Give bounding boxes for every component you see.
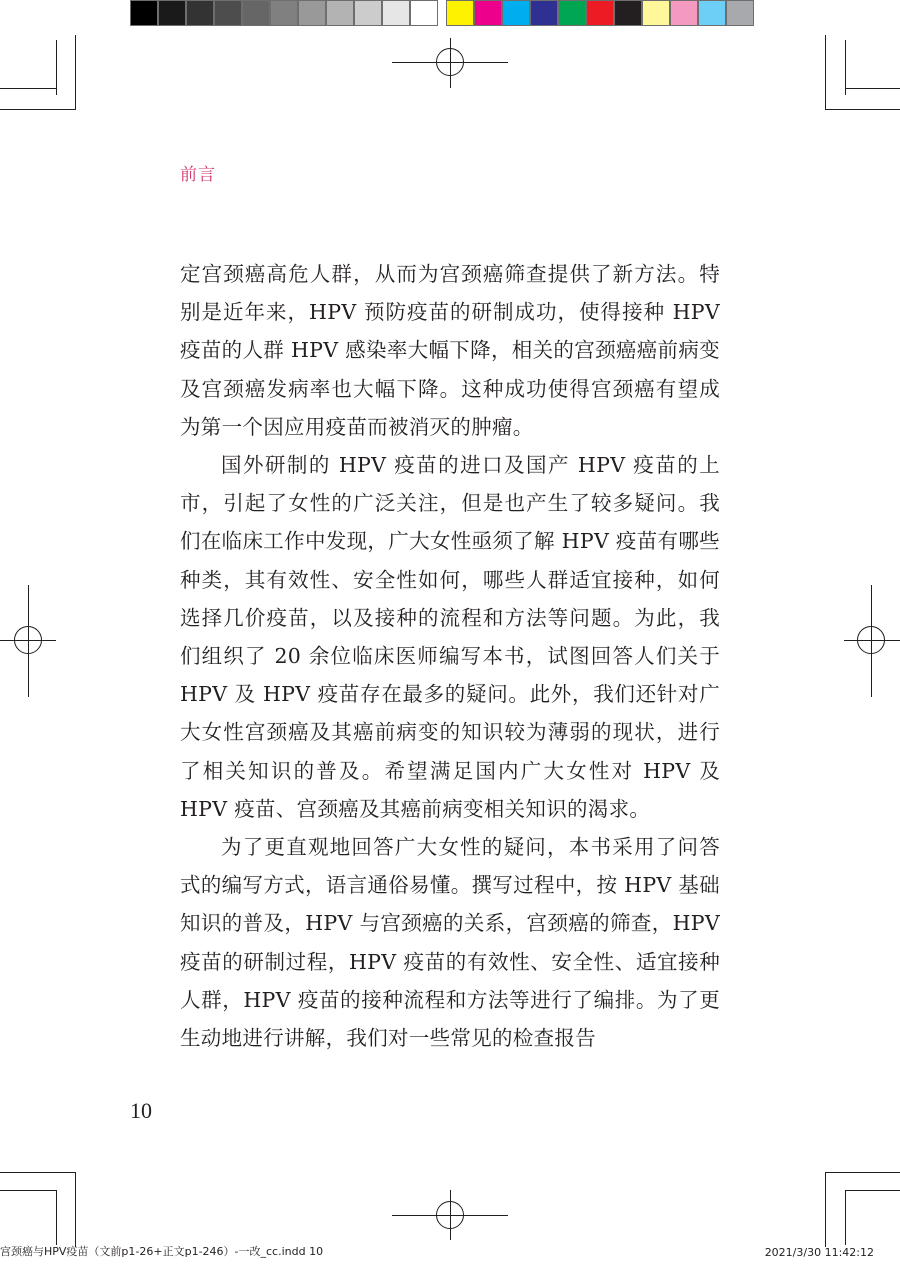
crop-mark [0, 88, 56, 89]
crop-mark [845, 88, 900, 89]
registration-circle [14, 626, 42, 654]
crop-mark [845, 40, 846, 95]
registration-circle [857, 626, 885, 654]
crop-mark [0, 1172, 75, 1173]
crop-mark [56, 1190, 57, 1245]
process-color-patch [586, 0, 614, 26]
process-color-patch [726, 0, 754, 26]
crop-mark [845, 1190, 900, 1191]
process-color-patch [502, 0, 530, 26]
crop-mark [75, 35, 76, 110]
slug-datetime: 2021/3/30 11:42:12 [764, 1246, 874, 1259]
gray-color-patch [186, 0, 214, 26]
crop-mark [825, 35, 826, 110]
crop-mark [0, 1190, 56, 1191]
gray-color-patch [382, 0, 410, 26]
gray-color-patch [354, 0, 382, 26]
crop-mark [56, 40, 57, 95]
running-head: 前言 [180, 165, 216, 185]
process-color-patch [642, 0, 670, 26]
paragraph: 定宫颈癌高危人群，从而为宫颈癌筛查提供了新方法。特别是近年来，HPV 预防疫苗的研制成功，使得接种 HPV 疫苗的人群 HPV 感染率大幅下降，相关的宫颈癌癌前病变及宫颈癌发病率也大幅下降。这种成功使得宫颈癌有望成为第一个因应用疫苗而被消灭的肿瘤。 [180, 262, 720, 439]
process-color-patch [474, 0, 502, 26]
process-color-patch [614, 0, 642, 26]
print-color-bar [130, 0, 754, 30]
gray-color-patch [410, 0, 438, 26]
process-color-patch [698, 0, 726, 26]
registration-circle [436, 48, 464, 76]
slug-file-info: 宫颈癌与HPV疫苗（文前p1-26+正文p1-246）-一改_cc.indd 10 [0, 1245, 324, 1258]
gray-color-patch [242, 0, 270, 26]
gray-color-patch [214, 0, 242, 26]
process-color-patch [670, 0, 698, 26]
gray-color-patch [158, 0, 186, 26]
color-bar-gap [438, 0, 446, 30]
process-color-patch [530, 0, 558, 26]
gray-color-patch [130, 0, 158, 26]
gray-color-patch [326, 0, 354, 26]
registration-circle [436, 1201, 464, 1229]
crop-mark [825, 109, 900, 110]
crop-mark [845, 1190, 846, 1245]
paragraph: 国外研制的 HPV 疫苗的进口及国产 HPV 疫苗的上市，引起了女性的广泛关注，但是也产生了较多疑问。我们在临床工作中发现，广大女性亟须了解 HPV 疫苗有哪些种类，其有效性、安全性如何，哪些人群适宜接种，如何选择几价疫苗，以及接种的流程和方法等问题。为此，我们组织了 20 余位临床医师编写本书，试图回答人们关于 HPV 及 HPV 疫苗存在最多的疑问。此外，我们还针对广大女性宫颈癌及其癌前病变的知识较为薄弱的现状，进行了相关知识的普及。希望满足国内广大女性对 HPV 及 HPV 疫苗、宫颈癌及其癌前病变相关知识的渴求。 [180, 453, 720, 821]
gray-color-patch [298, 0, 326, 26]
gray-color-patch [270, 0, 298, 26]
process-color-patch [558, 0, 586, 26]
crop-mark [75, 1172, 76, 1247]
body-text [180, 255, 720, 1057]
crop-mark [0, 109, 75, 110]
paragraph: 为了更直观地回答广大女性的疑问，本书采用了问答式的编写方式，语言通俗易懂。撰写过程中，按 HPV 基础知识的普及，HPV 与宫颈癌的关系，宫颈癌的筛查，HPV 疫苗的研制过程，HPV 疫苗的有效性、安全性、适宜接种人群，HPV 疫苗的接种流程和方法等进行了编排。为了更生动地进行讲解，我们对一些常见的检查报告 [180, 835, 720, 1051]
crop-mark [825, 1172, 826, 1247]
crop-mark [825, 1172, 900, 1173]
page-number: 10 [130, 1098, 152, 1123]
process-color-patch [446, 0, 474, 26]
